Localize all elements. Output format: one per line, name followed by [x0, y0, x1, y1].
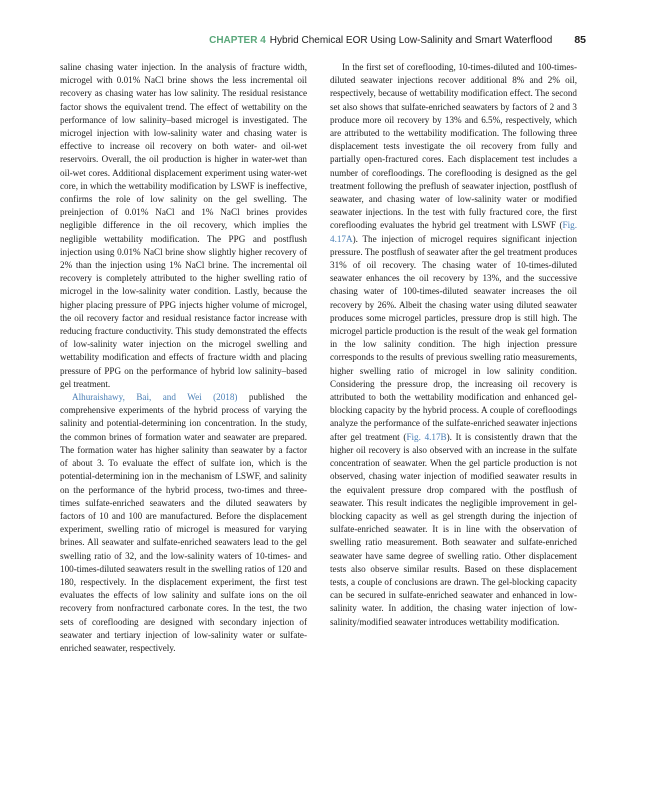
paragraph-coreflooding-text-1: In the first set of coreflooding, 10-times-diluted and 100-times-diluted seawater injections recover additional 8% and 2% oil, respectively, because of wettability modification effect. The second set also shows that sulfate-enriched seawaters by factors of 2 and 3 produce more oil recovery by 13% and 6.5%, respectively, which are attributed to the wettability modification. The following three displacement tests investigate the oil recovery from fully and partially open-fractured cores. Each displacement test includes a number of corefloodings. The coreflooding is designed as the gel treatment following the preflush of seawater injection, postflush of seawater, and chasing water of low-salinity water or modified seawater injections. In the test with fully fractured core, the first coreflooding evaluates the hybrid gel treatment with LSWF ( — [330, 62, 577, 231]
paragraph-coreflooding — [330, 61, 577, 629]
paragraph-fracture-analysis: saline chasing water injection. In the analysis of fracture width, microgel with 0.01% NaCl brine shows the less incremental oil recovery as chasing water has low salinity. The residual resistance factor shows the equivalent trend. The effect of wettability on the performance of low salinity–based microgel is investigated. The microgel injection with low-salinity water and chasing water is effective to increase oil recovery on both water- and oil-wet reservoirs. Overall, the oil production is higher in water-wet than oil-wet cores. Additional displacement experiment using water-wet core, in which the wettability modification by LSWF is ineffective, confirms the role of low salinity on the gel swelling. The preinjection of 0.01% NaCl and 1% NaCl brines provides negligible difference in the oil recovery, which implies the negligible wettability modification. The PPG and postflush injection using 0.01% NaCl brine show slightly higher recovery of 2% than the injection using 1% NaCl brine. The incremental oil recovery is completely attributed to the higher swelling ratio of microgel in the low-salinity water condition. Lastly, because the higher placing pressure of PPG injects higher volume of microgel, the oil recovery factor and residual resistance factor increase with reducing fracture conductivity. This study demonstrated the effects of low-salinity water injection on the microgel swelling and wettability modification and effects of fracture width and placing pressure of PPG on the performance of hybrid low salinity–based gel treatment. — [60, 62, 307, 389]
paragraph-coreflooding-text-2: ). The injection of microgel requires significant injection pressure. The postflush of seawater after the gel treatment produces 31% of oil recovery. The chasing water of 10-times-diluted seawater enhances the oil recovery by 13%, and the successive chasing water of 100-times-diluted seawater increases the oil recovery by 26%. Albeit the chasing water using diluted seawater produces some microgel particles, pressure drop is still high. The microgel particle production is the result of the weak gel formation in the low salinity condition. The high injection pressure corresponds to the results of previous swelling ratio measurements, higher swelling ratio of microgel in low salinity condition. Considering the pressure drop, the increasing oil recovery is attributed to both the wettability modification and enhanced gel-blocking capacity by the hybrid process. A couple of corefloodings analyze the performance of the sulfate-enriched seawater injections after gel treatment ( — [330, 233, 577, 442]
figure-link-4-17b[interactable]: Fig. 4.17B — [406, 431, 447, 442]
page-number: 85 — [574, 34, 586, 46]
paragraph-alhuraishawy — [60, 391, 307, 655]
left-column — [60, 61, 307, 655]
figure-link-4-17a[interactable]: Fig. 4.17A — [330, 220, 577, 244]
paragraph-coreflooding-text-3: ). It is consistently drawn that the higher oil recovery is also observed with an increase in the sulfate concentration of seawater. When the gel particle production is not observed, chasing water injection of modified seawater results in the equivalent pressure drop compared with the postflush of seawater. This result indicates the negligible improvement in gel-blocking capacity as well as gel strength during the injection of sulfate-enriched seawater. It is in line with the observation of swelling ratio measurement. Both seawater and sulfate-enriched seawater have same degree of swelling ratio. Other displacement tests also observe similar results. Based on these displacement tests, a couple of conclusions are drawn. The gel-blocking capacity can be secured in sulfate-enriched seawater and enhanced in low-salinity water. In addition, the chasing water injection of low-salinity/modified seawater introduces wettability modification. — [330, 431, 577, 627]
running-header — [60, 34, 586, 46]
chapter-title: Hybrid Chemical EOR Using Low-Salinity and Smart Waterflood — [269, 35, 553, 46]
chapter-label: CHAPTER 4 — [209, 35, 266, 46]
paragraph-alhuraishawy-text: published the comprehensive experiments of the hybrid process of varying the salinity and potential-determining ion concentration. In the study, the common brines of formation water and seawater are prepared. The formation water has higher salinity than seawater by a factor of about 3. To evaluate the effect of sulfate ion, which is the potential-determining ion in the mechanism of LSWF, and salinity on the performance of the hybrid process, two-times and three-times sulfate-enriched seawaters and the diluted seawaters by factors of 10 and 100 are manufactured. Before the displacement experiment, swelling ratio of microgel is measured for varying brines. All seawater and sulfate-enriched seawaters lead to the gel swelling ratio of 32, and the low-salinity waters of 10-times- and 100-times-diluted seawaters result in the swelling ratios of 120 and 180, respectively. In the displacement experiment, the first test evaluates the effects of low salinity and sulfate ions on the oil recovery from nonfractured carbonate cores. In the test, the two sets of coreflooding are designed with secondary injection of seawater and tertiary injection of low-salinity water or sulfate-enriched seawater, respectively. — [60, 392, 307, 653]
citation-link[interactable]: Alhuraishawy, Bai, and Wei (2018) — [72, 392, 238, 403]
right-column — [330, 61, 577, 629]
